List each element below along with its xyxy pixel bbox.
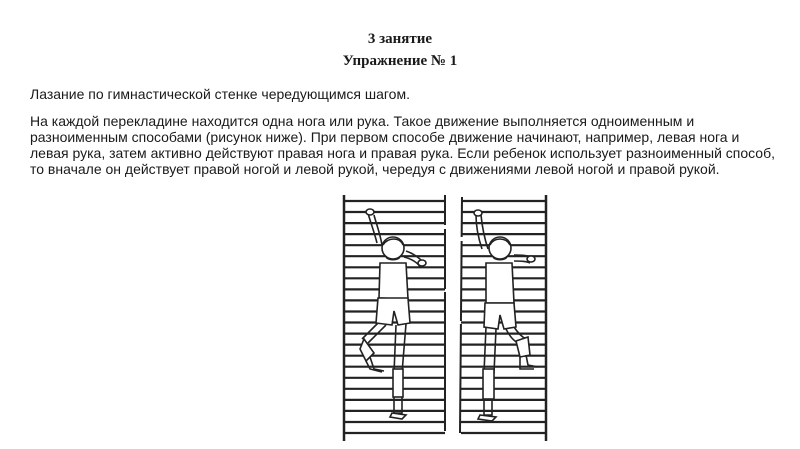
climbing-illustration bbox=[330, 193, 560, 443]
wall-bars-drawing bbox=[330, 193, 560, 443]
child-figure-left bbox=[360, 209, 426, 419]
lesson-title: 3 занятие bbox=[367, 31, 433, 47]
slide-body bbox=[30, 86, 775, 188]
paragraph-intro: Лазание по гимнастической стенке чередующимся шагом. bbox=[30, 86, 410, 102]
exercise-title: Упражнение № 1 bbox=[342, 53, 458, 69]
slide-title bbox=[0, 28, 800, 72]
paragraph-description: На каждой перекладине находится одна нога или рука. Такое движение выполняется одноименным и разноименным способами (рисунок ниже). При первом способе движение начинают, например, левая нога и левая рука, затем активно действуют правая нога и правая рука. Если ребенок использует разноименный способ, то вначале он действует правой ногой и левой рукой, чередуя с движениями левой ногой и правой рукой. bbox=[30, 113, 776, 177]
